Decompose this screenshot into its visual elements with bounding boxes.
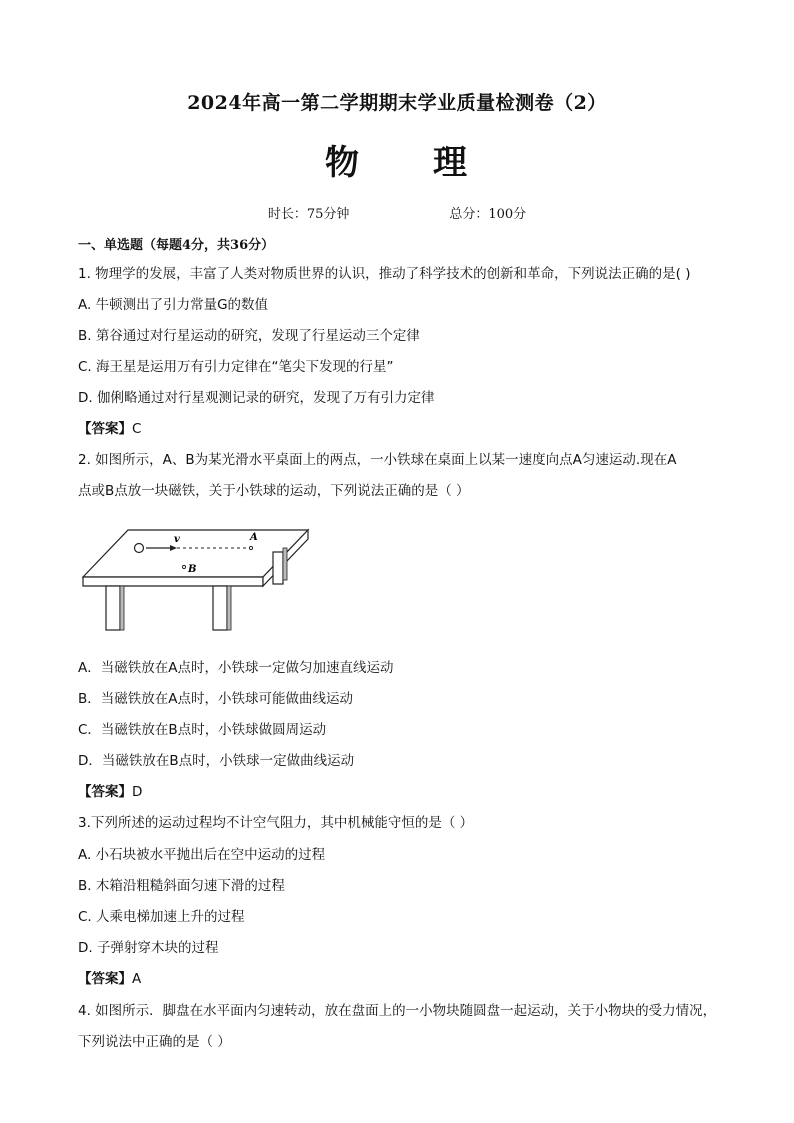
question-1-option-c: C. 海王星是运用万有引力定律在“笔尖下发现的行星” (78, 359, 394, 375)
subject-char-1: 物 (325, 143, 361, 183)
table-leg-front-left (106, 586, 120, 630)
question-2-answer (78, 780, 142, 800)
subject-title (0, 135, 794, 184)
answer-value: C (132, 421, 142, 437)
point-a (249, 546, 252, 549)
duration-text: 时长：75分钟 (267, 207, 350, 222)
question-1-option-b: B. 第谷通过对行星运动的研究，发现了行星运动三个定律 (78, 328, 420, 344)
iron-ball (135, 544, 144, 553)
question-2-stem-line-1: 2. 如图所示，A、B为某光滑水平桌面上的两点，一小铁球在桌面上以某一速度向点A匀速运动.现在A (78, 452, 677, 468)
question-2-option-b: B．当磁铁放在A点时，小铁球可能做曲线运动 (78, 691, 353, 707)
exam-meta (0, 203, 794, 222)
point-b (182, 565, 185, 568)
question-1-option-a: A. 牛顿测出了引力常量G的数值 (78, 297, 269, 313)
question-1-stem: 1. 物理学的发展，丰富了人类对物质世界的认识，推动了科学技术的创新和革命，下列说法正确的是( ) (78, 266, 691, 282)
answer-label: 【答案】 (78, 784, 132, 800)
velocity-label: v (174, 534, 180, 545)
answer-value: D (132, 784, 143, 800)
question-2-option-a: A．当磁铁放在A点时，小铁球一定做匀加速直线运动 (78, 660, 394, 676)
subject-char-2: 理 (433, 143, 469, 183)
point-a-label: A (250, 532, 258, 543)
answer-value: A (132, 971, 142, 987)
question-3-option-c: C. 人乘电梯加速上升的过程 (78, 909, 245, 925)
question-1-option-d: D. 伽俐略通过对行星观测记录的研究，发现了万有引力定律 (78, 390, 435, 406)
question-3-stem: 3.下列所述的运动过程均不计空气阻力，其中机械能守恒的是（ ） (78, 815, 474, 831)
table-leg-front-right (213, 586, 227, 630)
question-4-stem-line-1: 4. 如图所示．脚盘在水平面内匀速转动，放在盘面上的一小物块随圆盘一起运动，关于小物块的受力情况， (78, 1003, 717, 1019)
answer-label: 【答案】 (78, 421, 132, 437)
question-2-option-d: D．当磁铁放在B点时，小铁球一定做曲线运动 (78, 753, 355, 769)
table-leg-front-left-side (120, 586, 124, 630)
page-title: 2024年高一第二学期期末学业质量检测卷（2） (187, 92, 607, 114)
table-figure (78, 522, 318, 637)
table-front-edge (83, 577, 263, 586)
section-heading: 一、单选题（每题4分，共36分） (78, 238, 275, 253)
question-2-stem-line-2: 点或B点放一块磁铁，关于小铁球的运动，下列说法正确的是（ ） (78, 483, 470, 499)
question-2-option-c: C．当磁铁放在B点时，小铁球做圆周运动 (78, 722, 327, 738)
question-1-answer (78, 417, 141, 437)
question-4-stem-line-2: 下列说法中正确的是（ ） (78, 1034, 231, 1050)
question-3-option-b: B. 木箱沿粗糙斜面匀速下滑的过程 (78, 878, 285, 894)
question-3-option-d: D. 子弹射穿木块的过程 (78, 940, 219, 956)
question-3-option-a: A. 小石块被水平抛出后在空中运动的过程 (78, 847, 326, 863)
question-3-answer (78, 967, 141, 987)
answer-label: 【答案】 (78, 971, 132, 987)
total-score-text: 总分：100分 (449, 207, 527, 222)
table-leg-back-right (273, 552, 283, 584)
point-b-label: B (188, 564, 197, 575)
table-leg-back-right-side (283, 548, 287, 580)
table-leg-front-right-side (227, 586, 231, 630)
